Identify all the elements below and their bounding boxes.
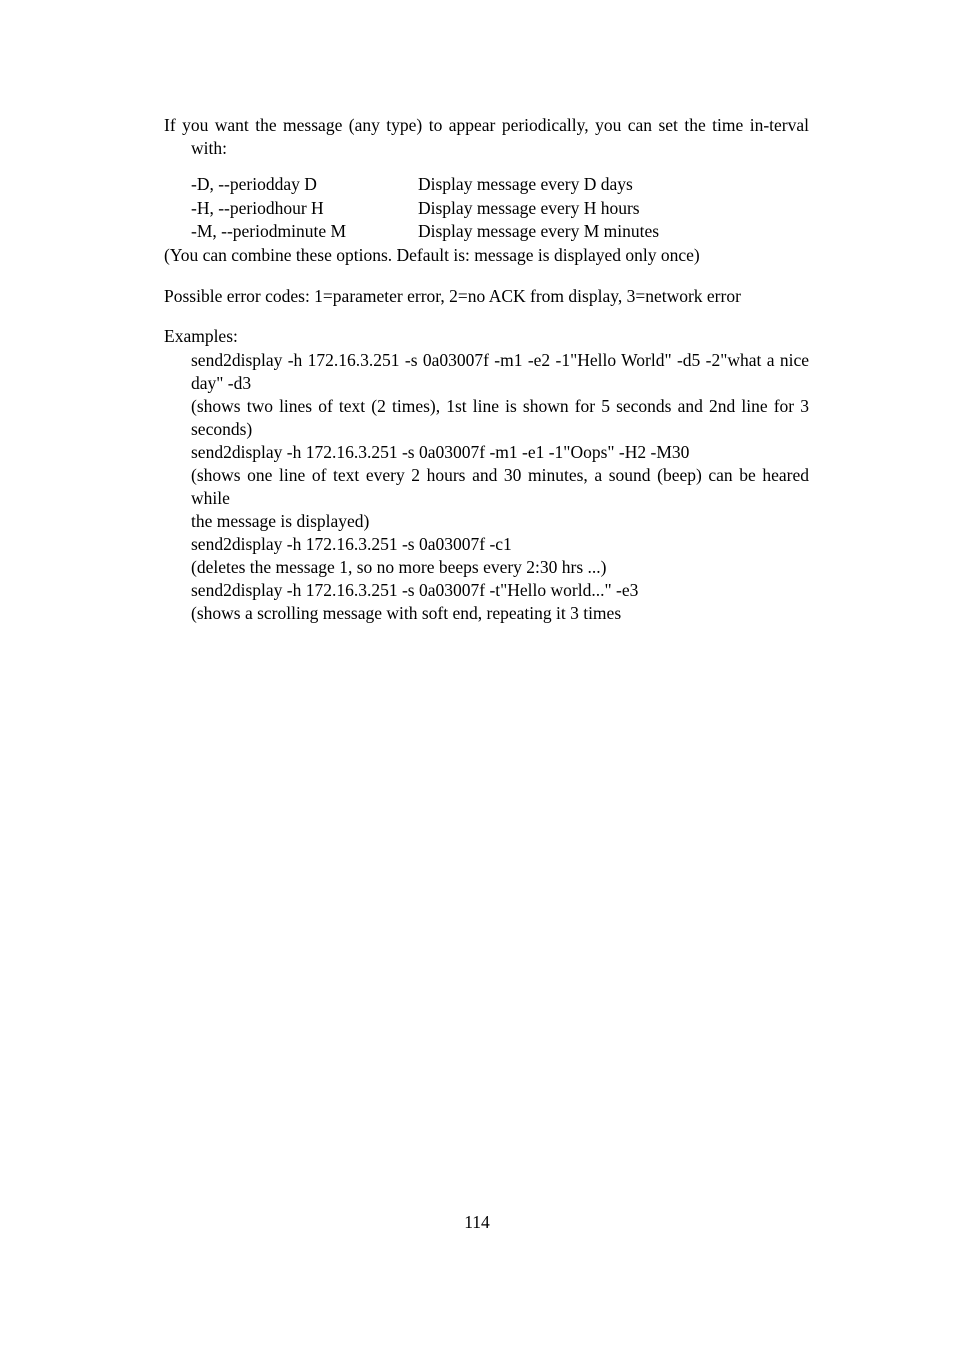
option-row: [191, 197, 809, 221]
period-options-table: [191, 173, 809, 244]
option-description: Display message every H hours: [418, 197, 640, 218]
page-content: [164, 114, 809, 625]
page-number: 114: [464, 1212, 490, 1232]
combine-note: (You can combine these options. Default is: message is displayed only once): [164, 244, 700, 265]
example-line: send2display -h 172.16.3.251 -s 0a03007f -t"Hello world..." -e3: [191, 579, 639, 600]
examples-list: [164, 349, 809, 625]
error-codes-line: Possible error codes: 1=parameter error, 2=no ACK from display, 3=network error: [164, 285, 741, 306]
example-line: (shows two lines of text (2 times), 1st line is shown for 5 seconds and 2nd line for 3 seconds): [191, 395, 809, 439]
option-row: [191, 173, 809, 197]
intro-paragraph: If you want the message (any type) to appear periodically, you can set the time in-terval with:: [164, 115, 809, 158]
option-flag: -M, --periodminute M: [191, 221, 347, 241]
option-description: Display message every M minutes: [418, 221, 660, 241]
option-flag: -D, --periodday D: [191, 174, 317, 194]
option-flag: -H, --periodhour H: [191, 197, 324, 218]
example-line: send2display -h 172.16.3.251 -s 0a03007f -m1 -e1 -1"Oops" -H2 -M30: [191, 441, 690, 462]
option-row: [191, 220, 809, 244]
example-line: (shows a scrolling message with soft end, repeating it 3 times: [191, 602, 622, 623]
example-line: (deletes the message 1, so no more beeps every 2:30 hrs ...): [191, 556, 607, 577]
example-line: send2display -h 172.16.3.251 -s 0a03007f -m1 -e2 -1"Hello World" -d5 -2"what a nice day" -d3: [191, 349, 809, 393]
example-line: (shows one line of text every 2 hours and 30 minutes, a sound (beep) can be heared while: [191, 464, 809, 508]
example-line: the message is displayed): [191, 510, 370, 531]
examples-heading: Examples:: [164, 325, 238, 346]
example-line: send2display -h 172.16.3.251 -s 0a03007f -c1: [191, 533, 512, 554]
option-description: Display message every D days: [418, 174, 633, 194]
